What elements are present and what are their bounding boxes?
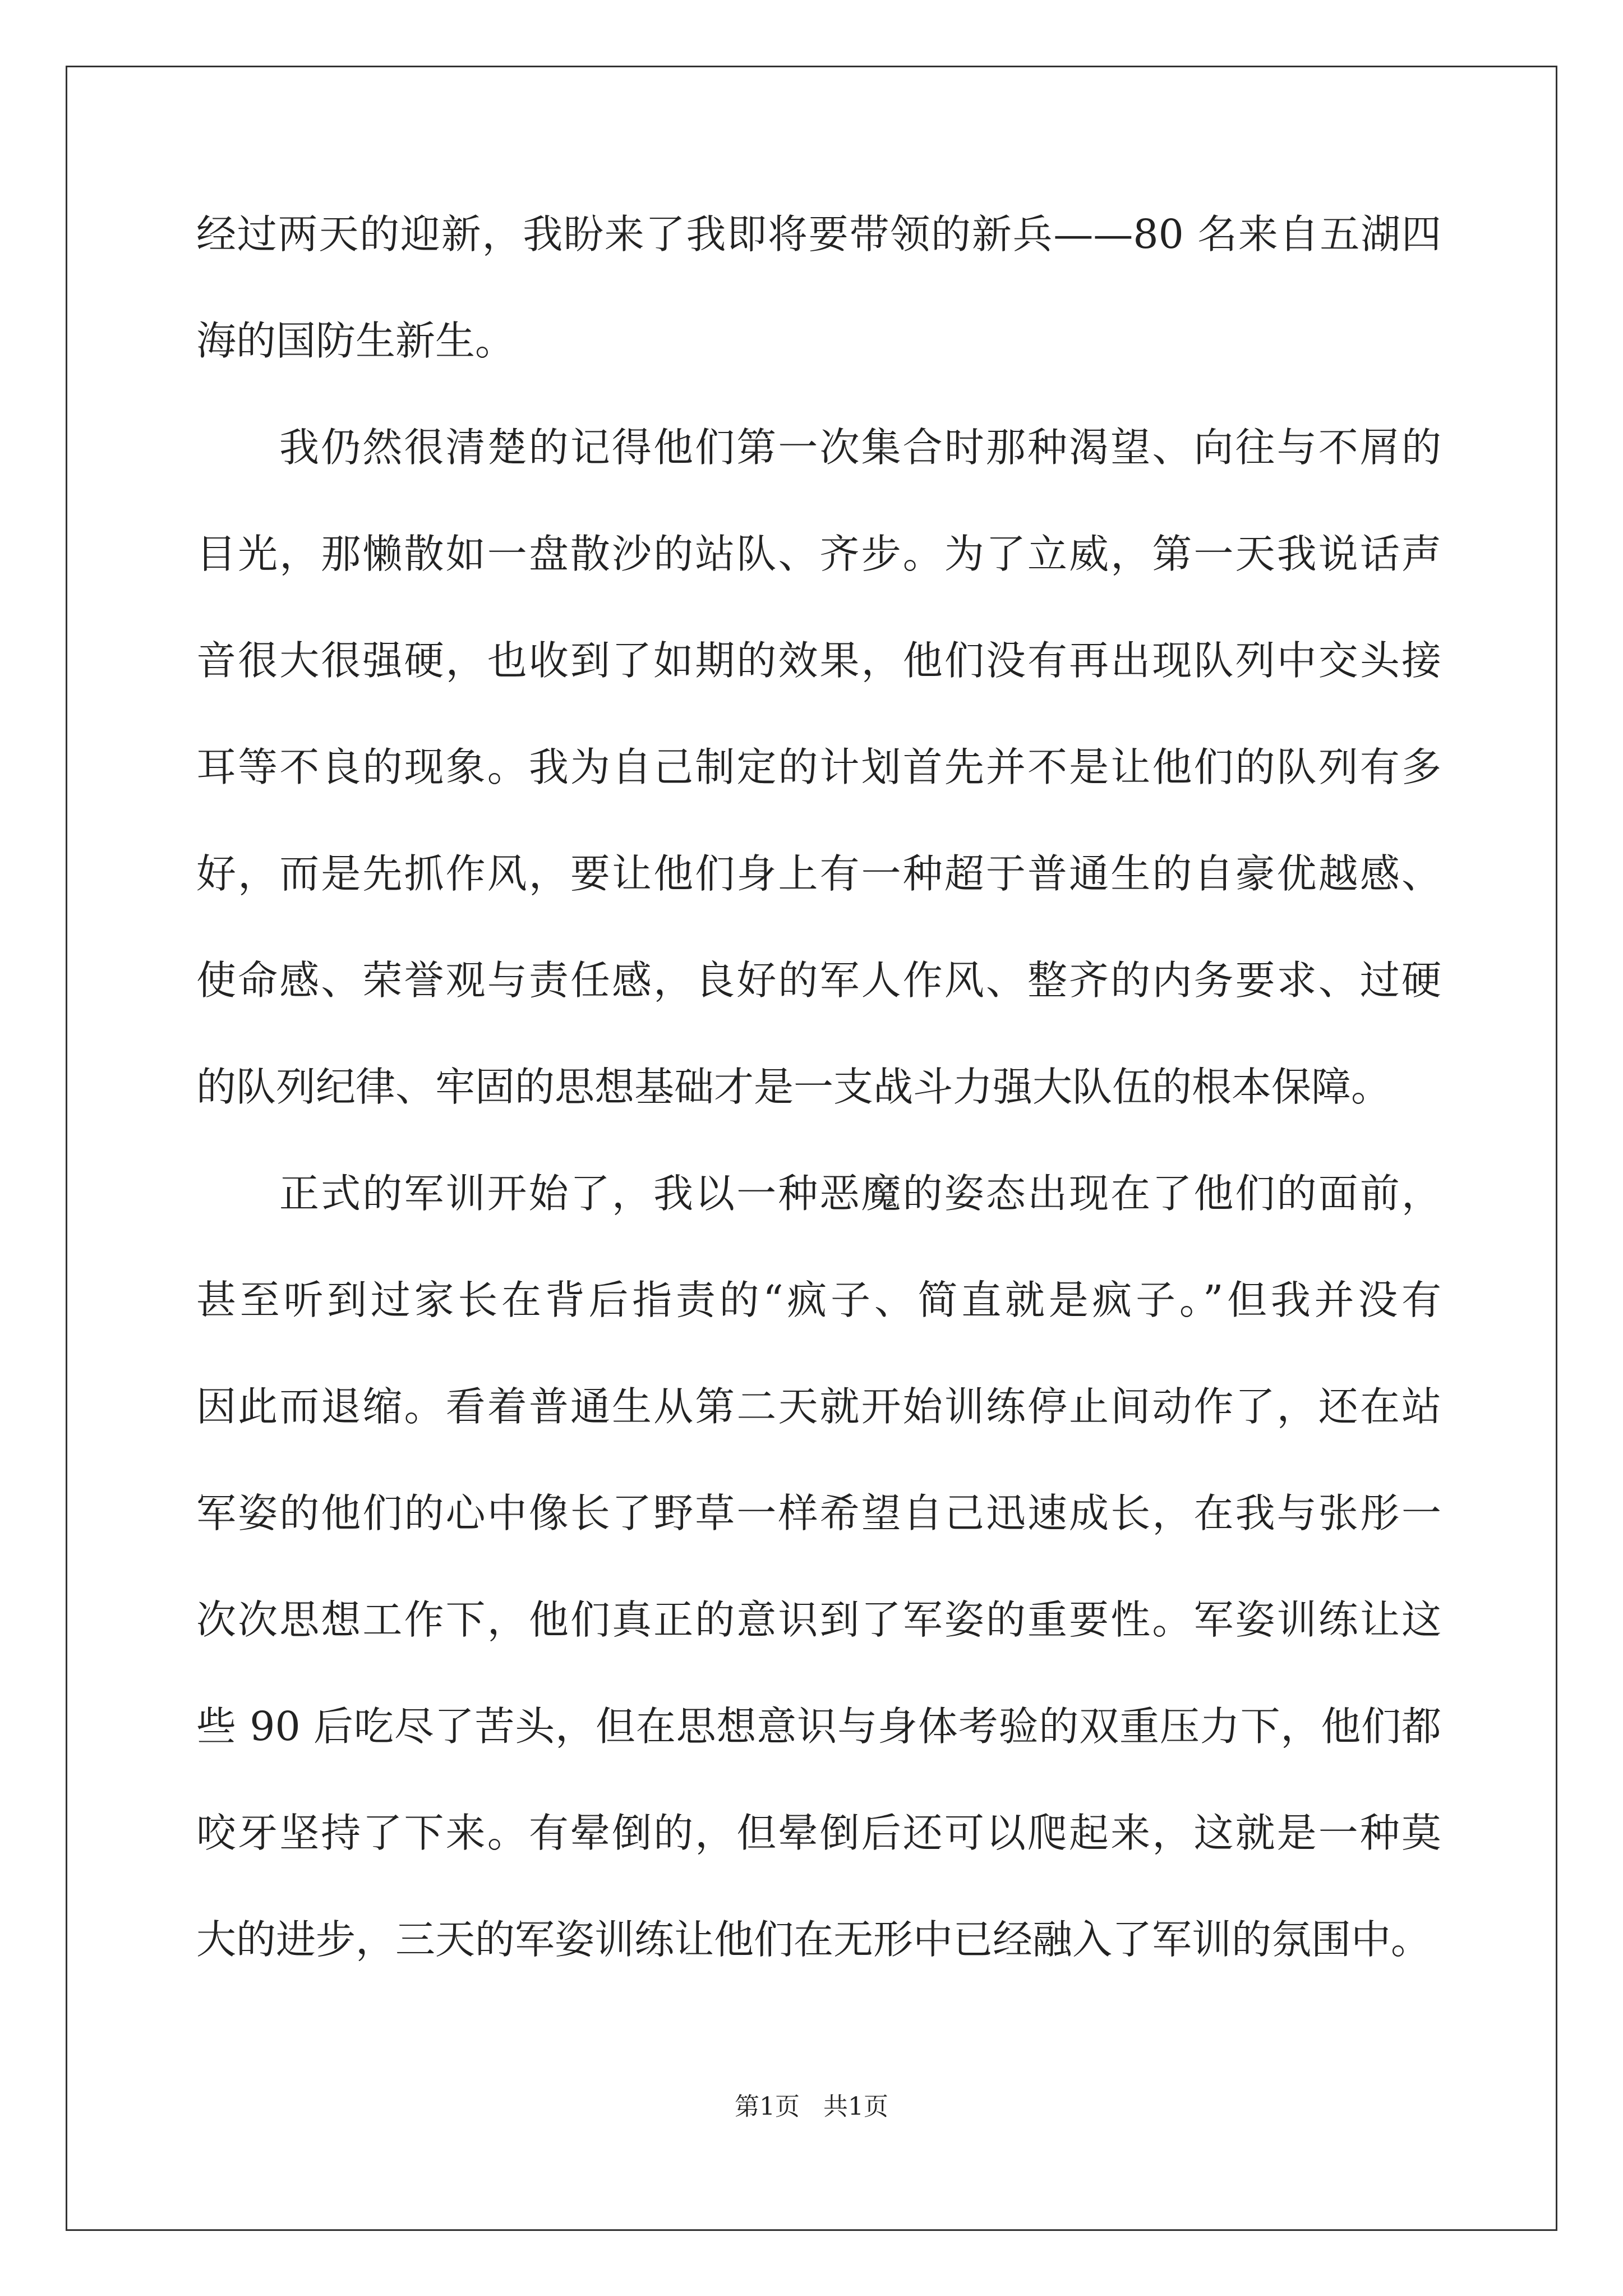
text-line: 海的国防生新生。: [196, 318, 515, 364]
text-line: 正式的军训开始了，我以一种恶魔的姿态出现在了他们的面前，: [279, 1170, 1441, 1217]
text-line: 经过两天的迎新，我盼来了我即将要带领的新兵——80 名来自五湖四: [196, 211, 1441, 257]
text-line: 音很大很强硬，也收到了如期的效果，他们没有再出现队列中交头接: [196, 637, 1441, 684]
text-line: 些 90 后吃尽了苦头，但在思想意识与身体考验的双重压力下，他们都: [196, 1703, 1441, 1750]
document-body: [196, 208, 1441, 2019]
text-line: 好，而是先抓作风，要让他们身上有一种超于普通生的自豪优越感、: [196, 850, 1441, 897]
text-line: 大的进步，三天的军姿训练让他们在无形中已经融入了军训的氛围中。: [196, 1916, 1431, 1963]
text-line: 咬牙坚持了下来。有晕倒的，但晕倒后还可以爬起来，这就是一种莫: [196, 1810, 1441, 1856]
text-line: 因此而退缩。看着普通生从第二天就开始训练停止间动作了，还在站: [196, 1383, 1441, 1430]
text-line: 耳等不良的现象。我为自己制定的计划首先并不是让他们的队列有多: [196, 744, 1441, 790]
text-line: 甚至听到过家长在背后指责的“疯子、简直就是疯子。”但我并没有: [196, 1277, 1441, 1323]
text-line: 使命感、荣誉观与责任感，良好的军人作风、整齐的内务要求、过硬: [196, 957, 1441, 1004]
page-number-footer: 第1页 共1页: [735, 2092, 888, 2121]
text-line: 的队列纪律、牢固的思想基础才是一支战斗力强大队伍的根本保障。: [196, 1064, 1391, 1110]
text-line: 次次思想工作下，他们真正的意识到了军姿的重要性。军姿训练让这: [196, 1596, 1441, 1643]
text-line: 我仍然很清楚的记得他们第一次集合时那种渴望、向往与不屑的: [279, 424, 1441, 471]
text-line: 军姿的他们的心中像长了野草一样希望自己迅速成长，在我与张彤一: [196, 1490, 1441, 1536]
text-line: 目光，那懒散如一盘散沙的站队、齐步。为了立威，第一天我说话声: [196, 531, 1441, 577]
